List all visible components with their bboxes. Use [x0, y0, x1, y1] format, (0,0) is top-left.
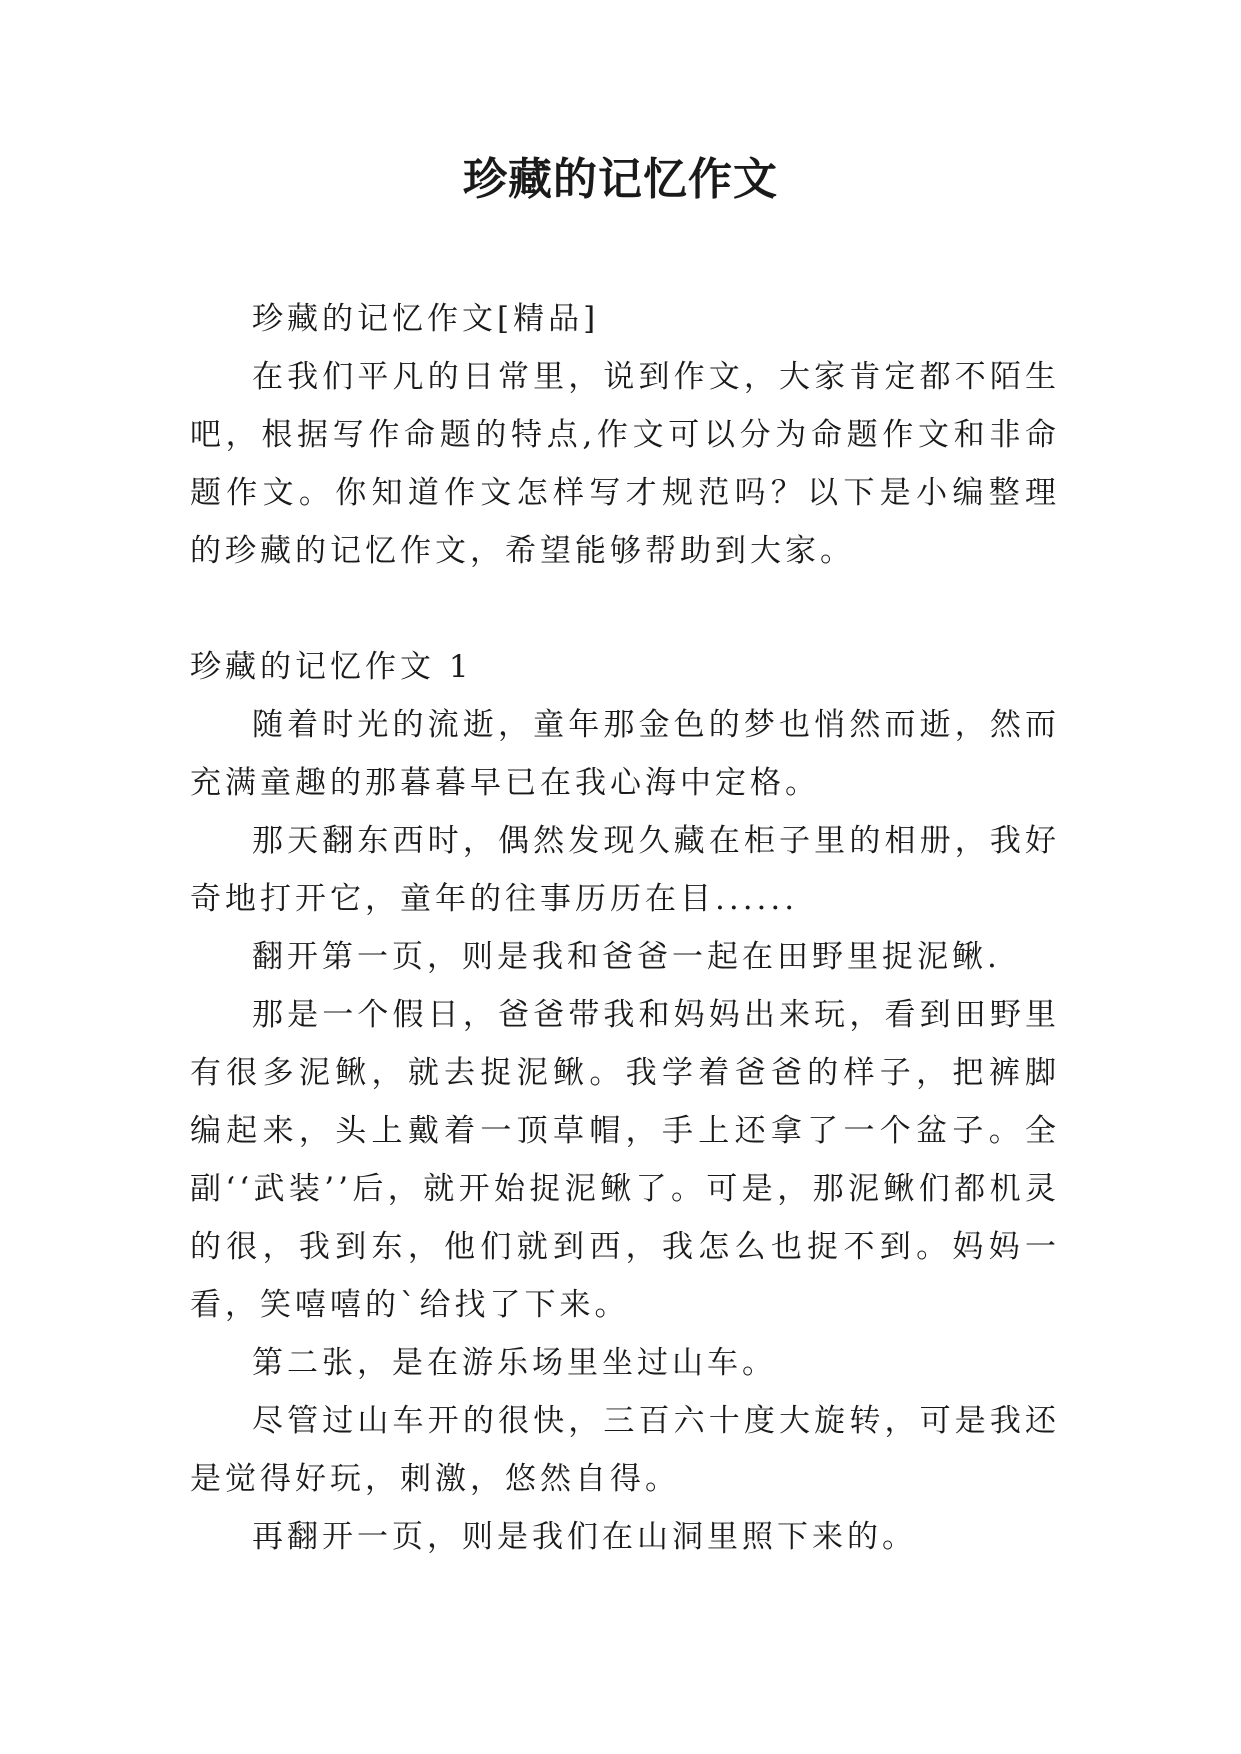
paragraph: 再翻开一页，则是我们在山洞里照下来的。	[252, 1519, 917, 1555]
paragraph-subtitle: 珍藏的记忆作文[精品]	[252, 301, 600, 337]
paragraph: 那天翻东西时，偶然发现久藏在柜子里的相册，我好奇地打开它，童年的往事历历在目......	[190, 823, 1060, 917]
document-body	[190, 290, 1060, 1566]
document-title: 珍藏的记忆作文	[463, 154, 778, 205]
paragraph: 第二张，是在游乐场里坐过山车。	[252, 1345, 777, 1381]
paragraph: 尽管过山车开的很快，三百六十度大旋转，可是我还是觉得好玩，刺激，悠然自得。	[190, 1403, 1060, 1497]
paragraph: 翻开第一页，则是我和爸爸一起在田野里捉泥鳅.	[252, 939, 1001, 975]
paragraph: 那是一个假日，爸爸带我和妈妈出来玩，看到田野里有很多泥鳅，就去捉泥鳅。我学着爸爸的样子，把裤脚编起来，头上戴着一顶草帽，手上还拿了一个盆子。全副‘‘武装’’后，就开始捉泥鳅了。可是，那泥鳅们都机灵的很，我到东，他们就到西，我怎么也捉不到。妈妈一看，笑嘻嘻的`给找了下来。	[190, 997, 1060, 1323]
section-heading: 珍藏的记忆作文 1	[190, 649, 473, 685]
paragraph: 随着时光的流逝，童年那金色的梦也悄然而逝，然而充满童趣的那暮暮早已在我心海中定格。	[190, 707, 1060, 801]
paragraph-intro: 在我们平凡的日常里，说到作文，大家肯定都不陌生吧，根据写作命题的特点,作文可以分为命题作文和非命题作文。你知道作文怎样写才规范吗？以下是小编整理的珍藏的记忆作文，希望能够帮助到大家。	[190, 359, 1060, 569]
